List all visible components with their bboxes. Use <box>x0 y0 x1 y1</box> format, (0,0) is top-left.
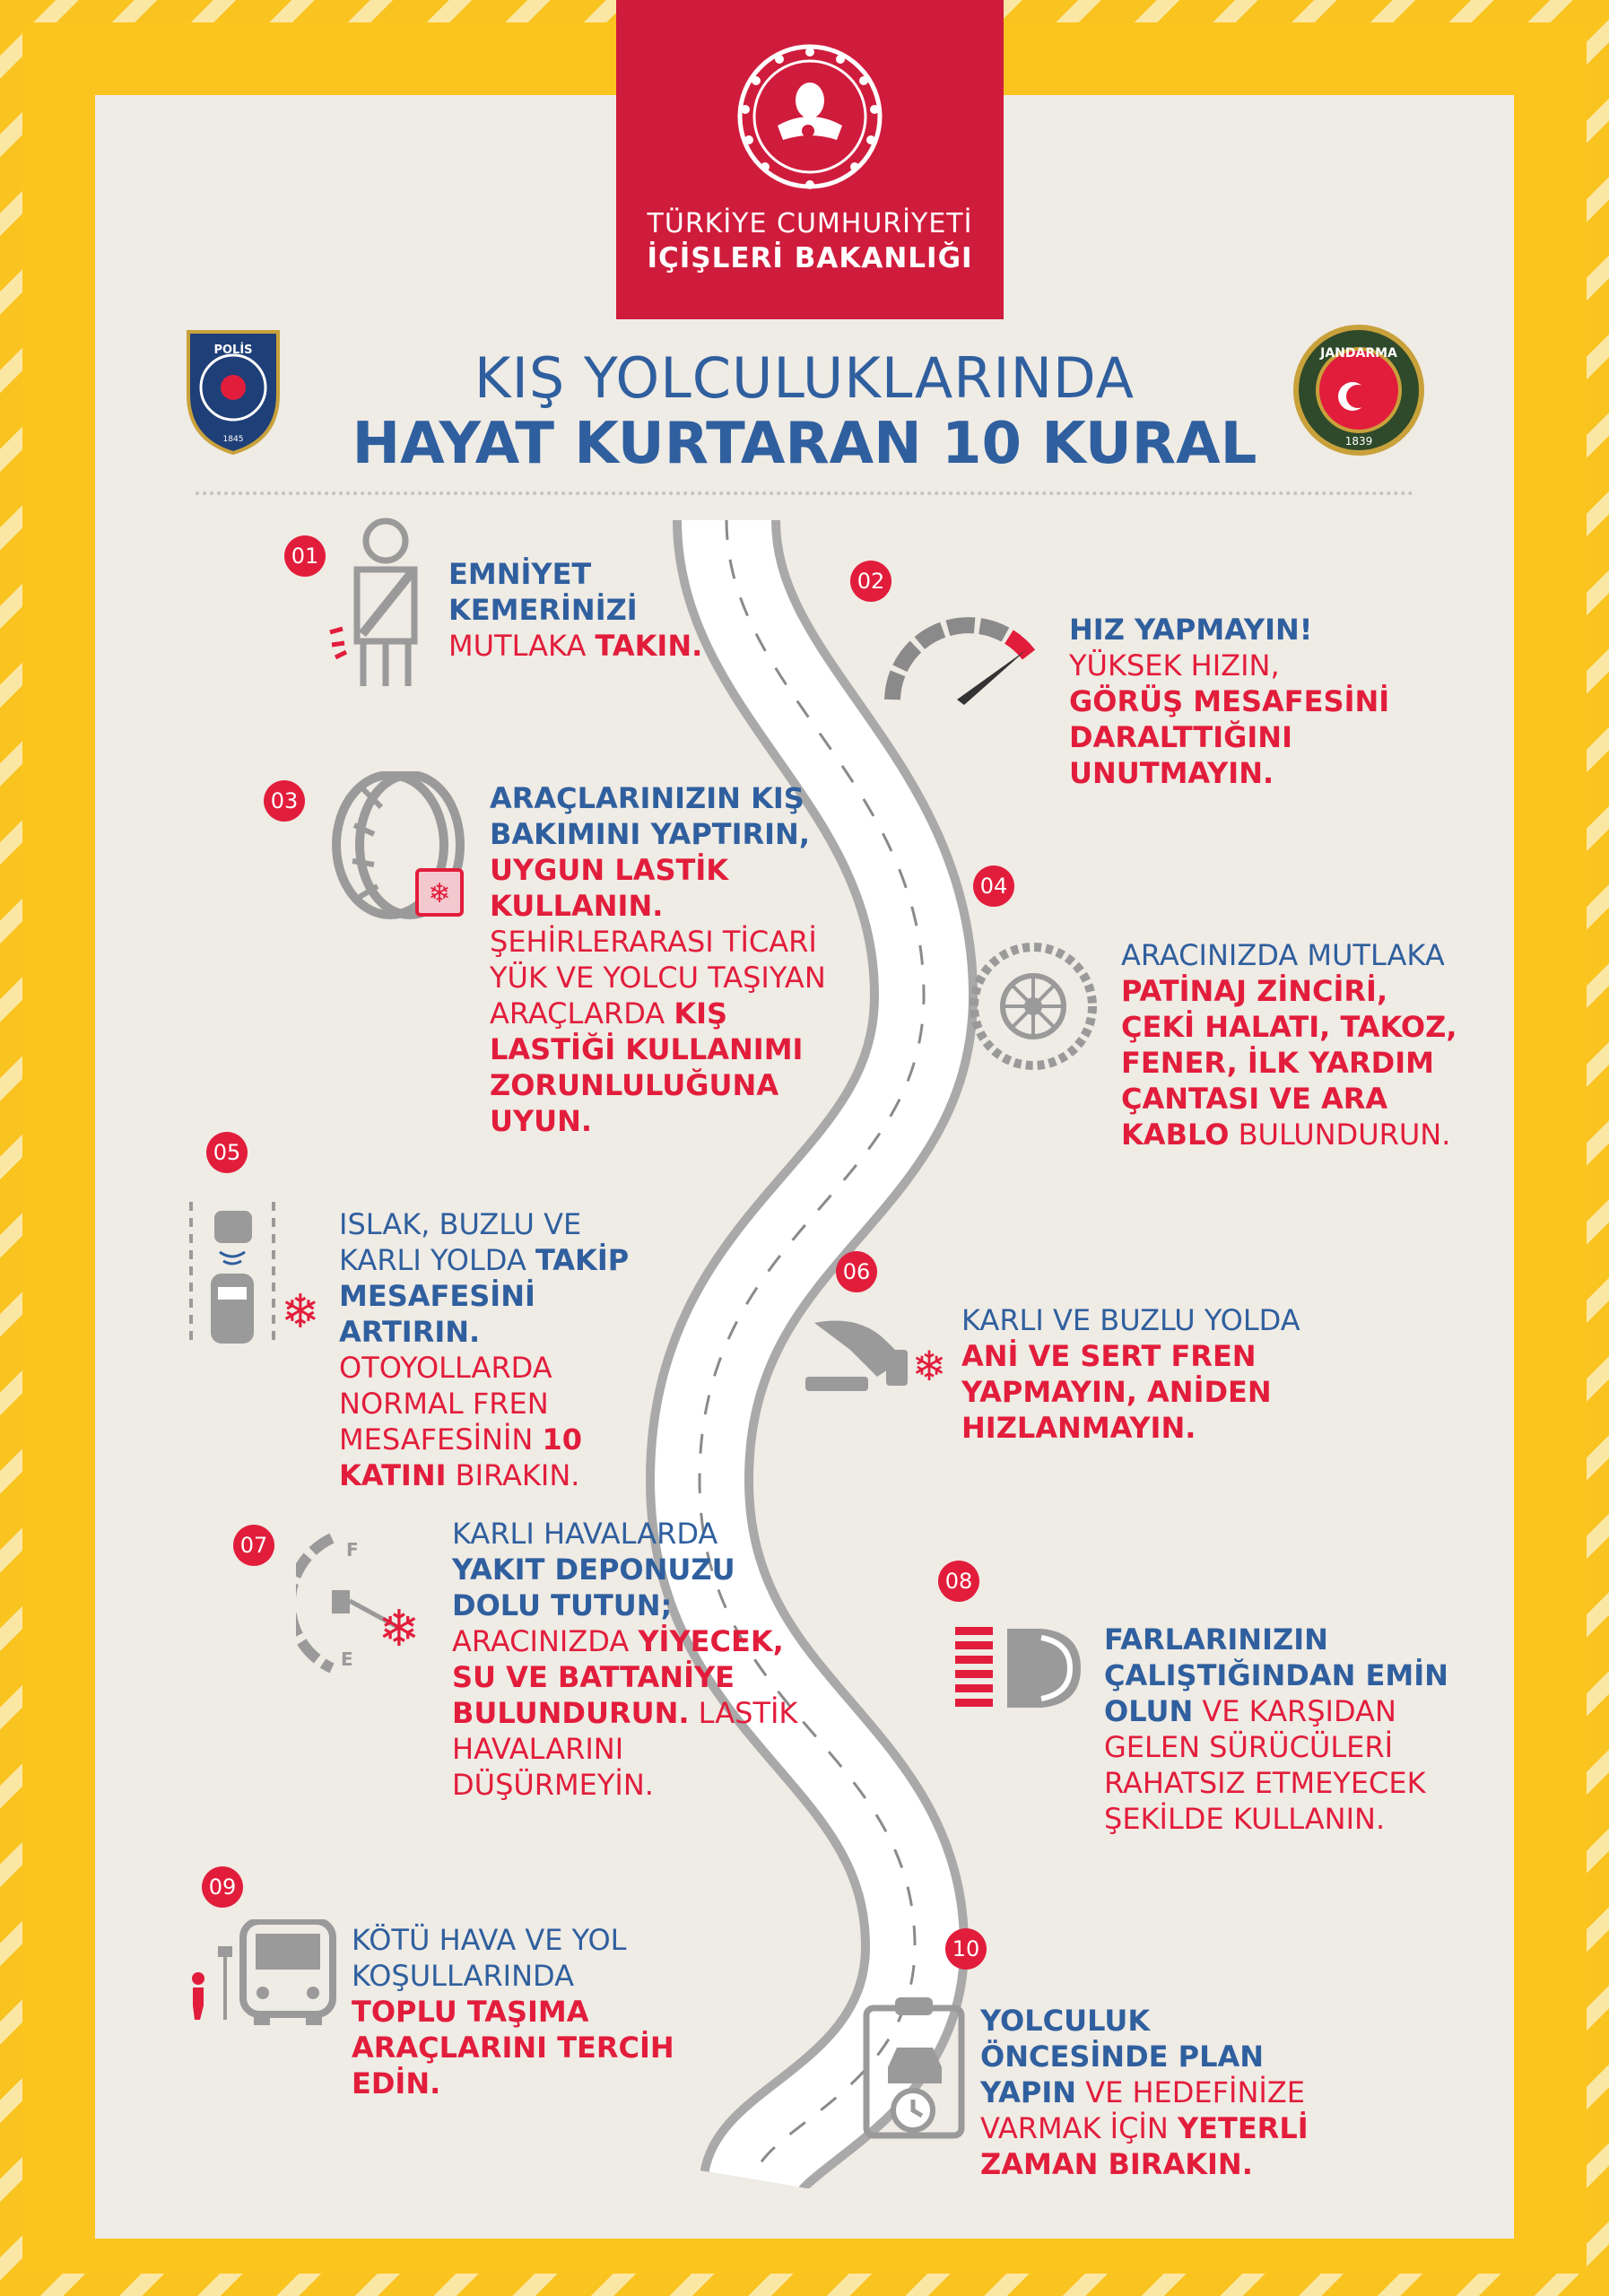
rule-05-segment: ISLAK, BUZLU VE KARLI YOLDA <box>339 1207 582 1277</box>
rule-number-10: 10 <box>945 1928 987 1970</box>
rule-01-segment: EMNİYET KEMERİNİZİ <box>448 557 638 627</box>
fuel-gauge-icon <box>296 1529 439 1677</box>
rule-03-segment: ARAÇLARINIZIN KIŞ BAKIMINI YAPTIRIN, <box>490 781 810 851</box>
title-line2: HAYAT KURTARAN 10 KURAL <box>352 411 1257 477</box>
trip-plan-icon <box>861 1996 969 2139</box>
rule-text-06 <box>961 1302 1320 1446</box>
svg-text:❄: ❄ <box>428 878 451 909</box>
svg-text:E: E <box>341 1648 353 1670</box>
rule-04-segment: PATİNAJ ZİNCİRİ, ÇEKİ HALATI, TAKOZ, FENER, İLK YARDIM ÇANTASI VE ARA KABLO <box>1121 974 1457 1152</box>
rule-02-segment: GÖRÜŞ MESAFESİNİ DARALTTIĞINI UNUTMAYIN. <box>1069 684 1390 790</box>
rule-text-05 <box>339 1206 662 1493</box>
bus-icon <box>184 1919 341 2027</box>
rule-10-segment: VE HEDEFİNİZE VARMAK İÇİN <box>980 2075 1305 2145</box>
ministry-banner <box>616 0 1004 319</box>
rule-10-segment: YOLCULUK ÖNCESİNDE PLAN YAPIN <box>980 2004 1265 2109</box>
rule-number-05: 05 <box>206 1132 248 1173</box>
rule-number-02: 02 <box>850 561 891 602</box>
rule-07-segment: YAKIT DEPONUZU DOLU TUTUN; <box>452 1552 735 1622</box>
rule-text-01 <box>448 556 726 664</box>
speedometer-icon <box>874 610 1045 709</box>
svg-text:1845: 1845 <box>222 435 244 444</box>
rule-10-segment: YETERLİ ZAMAN BIRAKIN. <box>980 2111 1309 2181</box>
snow-chain-icon <box>969 942 1099 1072</box>
rule-03-segment: KIŞ LASTİĞİ KULLANIMI ZORUNLULUĞUNA UYUN. <box>490 996 804 1138</box>
ministry-emblem-icon <box>616 0 1004 206</box>
rule-06-segment: KARLI VE BUZLU YOLDA <box>961 1303 1300 1337</box>
org-line1: TÜRKİYE CUMHURİYETİ <box>647 208 973 239</box>
rule-number-01: 01 <box>284 535 326 577</box>
org-line2: İÇİŞLERİ BAKANLIĞI <box>647 242 973 274</box>
rule-03-segment: UYGUN LASTİK KULLANIN. <box>490 853 729 923</box>
following-distance-icon <box>184 1202 332 1345</box>
rule-06-segment: ANİ VE SERT FREN YAPMAYIN, ANİDEN HIZLANMAYIN. <box>961 1339 1272 1445</box>
rule-number-04: 04 <box>973 865 1014 907</box>
headlight-icon <box>955 1623 1090 1713</box>
rule-08-segment: VE KARŞIDAN GELEN SÜRÜCÜLERİ RAHATSIZ ETMEYECEK ŞEKİLDE KULLANIN. <box>1104 1694 1426 1836</box>
rule-05-segment: 10 KATINI <box>339 1422 583 1492</box>
rule-text-04 <box>1121 937 1471 1152</box>
svg-text:❄: ❄ <box>378 1600 421 1658</box>
rule-number-06: 06 <box>836 1251 877 1292</box>
rule-09-segment: TOPLU TAŞIMA ARAÇLARINI TERCİH EDİN. <box>352 1995 674 2100</box>
rule-05-segment: BIRAKIN. <box>455 1458 580 1492</box>
rule-number-09: 09 <box>202 1866 243 1908</box>
rule-07-segment: ARACINIZDA <box>452 1624 630 1658</box>
rule-04-segment: ARACINIZDA MUTLAKA <box>1121 938 1445 972</box>
rule-text-10 <box>980 2003 1339 2182</box>
title-line1: KIŞ YOLCULUKLARINDA <box>474 345 1135 411</box>
rule-07-segment: LASTİK HAVALARINI DÜŞÜRMEYİN. <box>452 1696 798 1802</box>
dotted-divider <box>196 491 1413 495</box>
rule-number-07: 07 <box>233 1525 274 1566</box>
rule-08-segment: FARLARINIZIN ÇALIŞTIĞINDAN EMİN OLUN <box>1104 1622 1448 1728</box>
rule-09-segment: KÖTÜ HAVA VE YOL KOŞULLARINDA <box>352 1923 627 1993</box>
rule-03-segment: ŞEHİRLERARASI TİCARİ YÜK VE YOLCU TAŞIYAN ARAÇLARDA <box>490 925 826 1031</box>
rule-07-segment: KARLI HAVALARDA <box>452 1517 718 1551</box>
rule-05-segment: OTOYOLLARDA NORMAL FREN MESAFESİNİN <box>339 1351 552 1457</box>
svg-text:POLİS: POLİS <box>213 344 253 357</box>
svg-text:❄: ❄ <box>911 1342 947 1390</box>
rule-number-08: 08 <box>938 1561 979 1602</box>
rule-07-segment: YİYECEK, SU VE BATTANİYE BULUNDURUN. <box>452 1624 784 1730</box>
rule-01-segment: TAKIN. <box>595 629 703 663</box>
svg-text:F: F <box>346 1539 359 1561</box>
svg-text:1839: 1839 <box>1344 435 1373 448</box>
rule-02-segment: YÜKSEK HIZIN, <box>1069 648 1280 683</box>
rule-02-segment: HIZ YAPMAYIN! <box>1069 613 1313 647</box>
rule-05-segment: TAKİP MESAFESİNİ ARTIRIN. <box>339 1243 630 1349</box>
seatbelt-icon <box>323 516 439 691</box>
rule-01-segment: MUTLAKA <box>448 629 587 663</box>
rule-text-08 <box>1104 1622 1472 1837</box>
rule-text-03 <box>490 780 839 1139</box>
rule-text-07 <box>452 1516 811 1803</box>
rule-text-09 <box>352 1922 688 2101</box>
rule-text-02 <box>1069 612 1401 791</box>
winter-tire-icon <box>327 771 480 928</box>
rule-04-segment: BULUNDURUN. <box>1238 1118 1451 1152</box>
svg-text:JANDARMA: JANDARMA <box>1320 346 1397 361</box>
brake-pedal-icon <box>796 1305 949 1399</box>
svg-text:❄: ❄ <box>281 1285 320 1339</box>
rule-number-03: 03 <box>264 780 305 822</box>
